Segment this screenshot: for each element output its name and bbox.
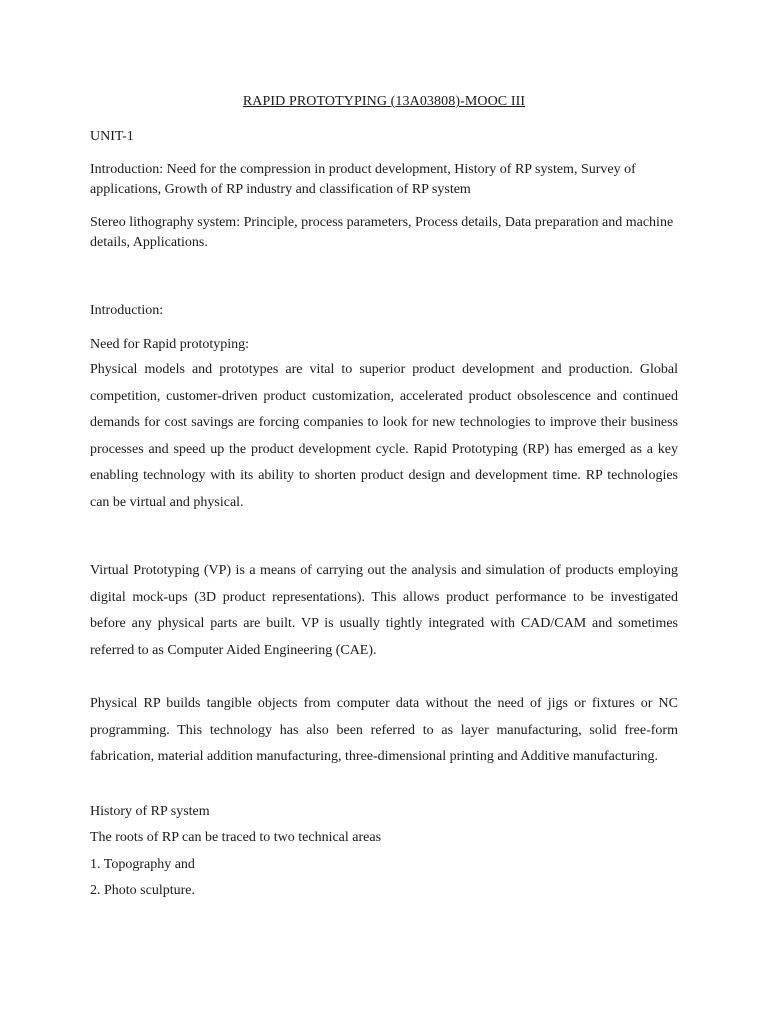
paragraph-virtual-prototyping: Virtual Prototyping (VP) is a means of carrying out the analysis and simulation of products employing digital mock-ups (3D product representations). This allows product performance to be investigated before any physical parts are built. VP is usually tightly integrated with CAD/CAM and sometimes referred to as Computer Aided Engineering (CAE). (90, 563, 678, 658)
list-item: 1. Topography and (90, 857, 195, 872)
unit-heading: UNIT-1 (90, 129, 134, 144)
section-heading-history: History of RP system (90, 804, 210, 819)
paragraph-physical-rp: Physical RP builds tangible objects from computer data without the need of jigs or fixtures or NC programming. This technology has also been referred to as layer manufacturing, solid free-form fabrication, material addition manufacturing, three-dimensional printing and Additive manufacturing. (90, 696, 678, 764)
history-roots-text: The roots of RP can be traced to two technical areas (90, 830, 382, 845)
list-item: 2. Photo sculpture. (90, 883, 195, 898)
section-heading-need: Need for Rapid prototyping: (90, 337, 250, 352)
syllabus-introduction: Introduction: Need for the compression in product development, History of RP system, Survey of applications, Growth of RP industry and classification of RP system (90, 162, 636, 197)
document-title: RAPID PROTOTYPING (13A03808)-MOOC III (242, 94, 526, 109)
syllabus-stereolithography: Stereo lithography system: Principle, process parameters, Process details, Data preparation and machine details, Applications. (90, 215, 674, 250)
paragraph-need-for-rp: Physical models and prototypes are vital to superior product development and production. Global competition, customer-driven product customization, accelerated product obsolescence and continued demands for cost savings are forcing companies to look for new technologies to improve their business processes and speed up the product development cycle. Rapid Prototyping (RP) has emerged as a key enabling technology with its ability to shorten product design and development time. RP technologies can be virtual and physical. (90, 362, 678, 510)
section-heading-introduction: Introduction: (90, 303, 164, 318)
